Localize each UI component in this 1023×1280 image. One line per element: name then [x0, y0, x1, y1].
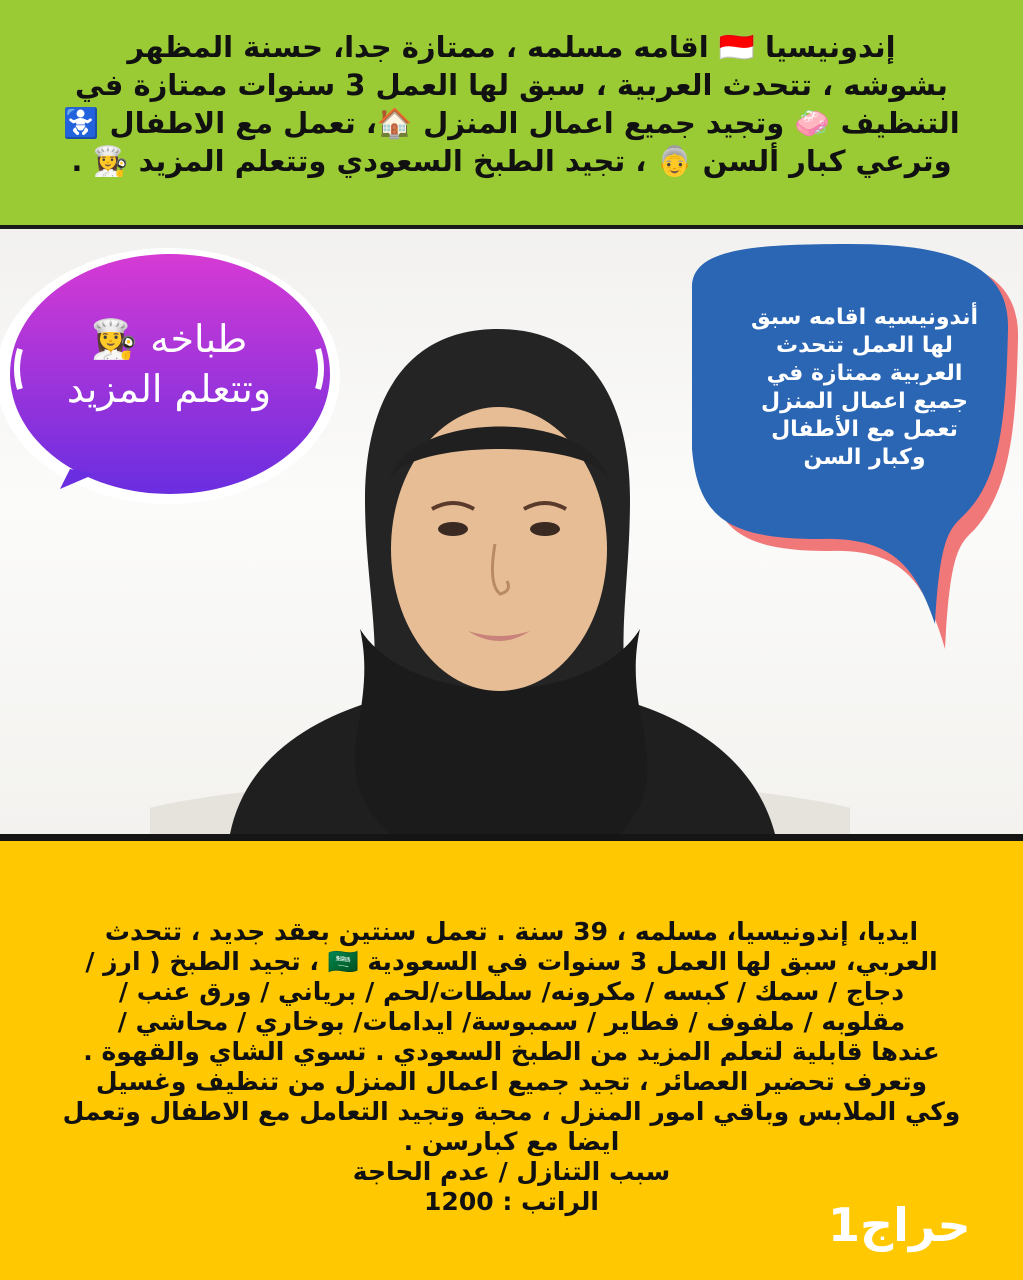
top-banner-line: التنظيف 🧼 وتجيد جميع اعمال المنزل 🏠، تعمل مع الاطفال 🚼: [63, 106, 960, 140]
right-bubble-line: تعمل مع الأطفال: [771, 417, 958, 442]
top-banner-line: بشوشه ، تتحدث العربية ، سبق لها العمل 3 سنوات ممتازة في: [75, 68, 948, 102]
left-bubble-line: وتتعلم المزيد: [66, 367, 272, 411]
description-text: [0, 917, 1023, 1217]
description-line: دجاج / سمك / كبسه / مكرونه/ سلطات/لحم / برياني / ورق عنب /: [118, 977, 905, 1006]
description-line: عندها قابلية لتعلم المزيد من الطبخ السعودي . تسوي الشاي والقهوة .: [83, 1037, 940, 1066]
right-bubble-line: لها العمل تتحدث: [776, 333, 953, 358]
right-bubble-line: وكبار السن: [803, 445, 926, 470]
photo-section: [0, 229, 1023, 834]
right-bubble-line: العربية ممتازة في: [766, 361, 963, 386]
watermark: حراج1: [828, 1198, 971, 1252]
top-banner: [0, 0, 1023, 229]
description-line: ايضا مع كبارسن .: [403, 1127, 620, 1156]
top-banner-text: [28, 28, 995, 180]
right-bubble-line: أندونيسيه اقامه سبق: [750, 305, 979, 330]
description-line: العربي، سبق لها العمل 3 سنوات في السعودية 🇸🇦 ، تجيد الطبخ ( ارز /: [85, 947, 938, 976]
right-bubble-line: جميع اعمال المنزل: [761, 389, 968, 414]
top-banner-line: وترعي كبار ألسن 👵 ، تجيد الطبخ السعودي وتتعلم المزيد 👩‍🍳 .: [71, 144, 952, 178]
right-bubble-text: [712, 304, 1017, 472]
left-bubble-text: [44, 314, 294, 414]
description-line: مقلوبه / ملفوف / فطاير / سمبوسة/ ايدامات/ بوخاري / محاشي /: [117, 1007, 906, 1036]
description-line: ايديا، إندونيسيا، مسلمه ، 39 سنة . تعمل سنتين بعقد جديد ، تتحدث: [104, 917, 919, 946]
left-bubble-line: طباخه 👩‍🍳: [90, 317, 248, 361]
description-line: وكي الملابس وباقي امور المنزل ، محبة وتجيد التعامل مع الاطفال وتعمل: [62, 1097, 961, 1126]
salary-line: الراتب : 1200: [424, 1187, 599, 1216]
description-line: وتعرف تحضير العصائر ، تجيد جميع اعمال المنزل من تنظيف وغسيل: [95, 1067, 928, 1096]
reason-line: سبب التنازل / عدم الحاجة: [352, 1157, 671, 1186]
top-banner-line: إندونيسيا 🇮🇩 اقامه مسلمه ، ممتازة جدا، حسنة المظهر: [127, 30, 896, 64]
